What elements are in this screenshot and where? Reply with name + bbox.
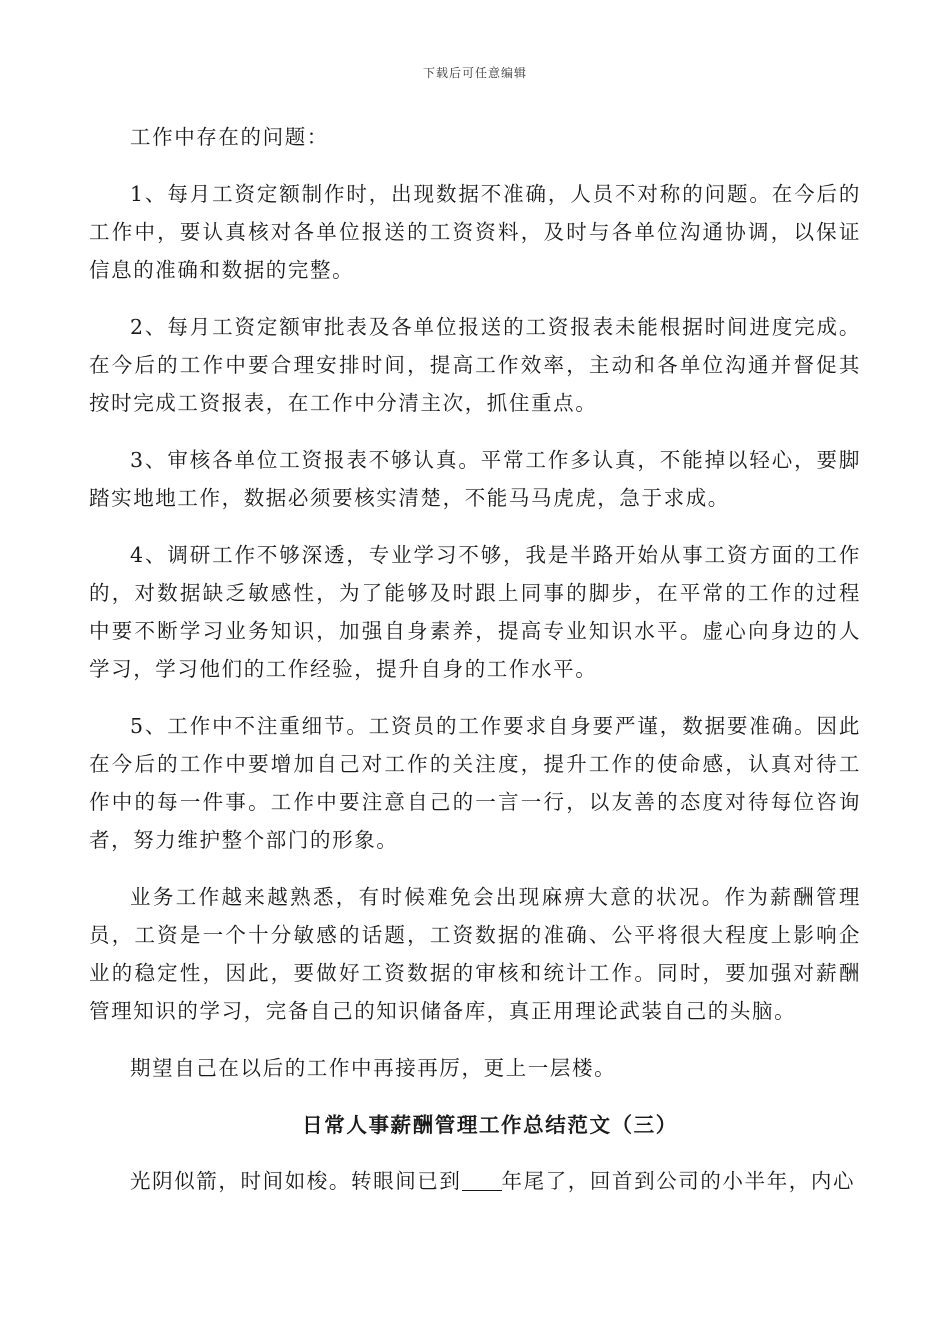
section-opening-paragraph [89, 1162, 861, 1200]
page-header-note: 下载后可任意编辑 [422, 66, 527, 80]
fill-in-blank [462, 1170, 502, 1191]
opening-text-before-blank: 光阴似箭，时间如梭。转眼间已到 [130, 1169, 462, 1193]
issue-paragraph-3: 3、审核各单位工资报表不够认真。平常工作多认真，不能掉以轻心，要脚踏实地地工作，数据必须要核实清楚，不能马马虎虎，急于求成。 [89, 448, 861, 510]
opening-text-after-blank: 年尾了，回首到公司的小半年，内心 [501, 1169, 856, 1193]
document-body [89, 118, 861, 1219]
summary-paragraph: 业务工作越来越熟悉，有时候难免会出现麻痹大意的状况。作为薪酬管理员，工资是一个十分敏感的话题，工资数据的准确、公平将很大程度上影响企业的稳定性，因此，要做好工资数据的审核和统计工作。同时，要加强对薪酬管理知识的学习，完备自己的知识储备库，真正用理论武装自己的头脑。 [89, 885, 861, 1023]
issue-paragraph-1: 1、每月工资定额制作时，出现数据不准确，人员不对称的问题。在今后的工作中，要认真核对各单位报送的工资资料，及时与各单位沟通协调，以保证信息的准确和数据的完整。 [89, 182, 861, 282]
closing-paragraph: 期望自己在以后的工作中再接再厉，更上一层楼。 [130, 1056, 617, 1080]
issue-paragraph-2: 2、每月工资定额审批表及各单位报送的工资报表未能根据时间进度完成。在今后的工作中要合理安排时间，提高工作效率，主动和各单位沟通并督促其按时完成工资报表，在工作中分清主次，抓住重点。 [89, 315, 861, 415]
section-title: 日常人事薪酬管理工作总结范文（三） [302, 1113, 678, 1137]
issue-paragraph-4: 4、调研工作不够深透，专业学习不够，我是半路开始从事工资方面的工作的，对数据缺乏敏感性，为了能够及时跟上同事的脚步，在平常的工作的过程中要不断学习业务知识，加强自身素养，提高专业知识水平。虚心向身边的人学习，学习他们的工作经验，提升自身的工作水平。 [89, 543, 861, 681]
issue-paragraph-5: 5、工作中不注重细节。工资员的工作要求自身要严谨，数据要准确。因此在今后的工作中要增加自己对工作的关注度，提升工作的使命感，认真对待工作中的每一件事。工作中要注意自己的一言一行，以友善的态度对待每位咨询者，努力维护整个部门的形象。 [89, 714, 861, 852]
intro-line: 工作中存在的问题： [130, 125, 329, 149]
